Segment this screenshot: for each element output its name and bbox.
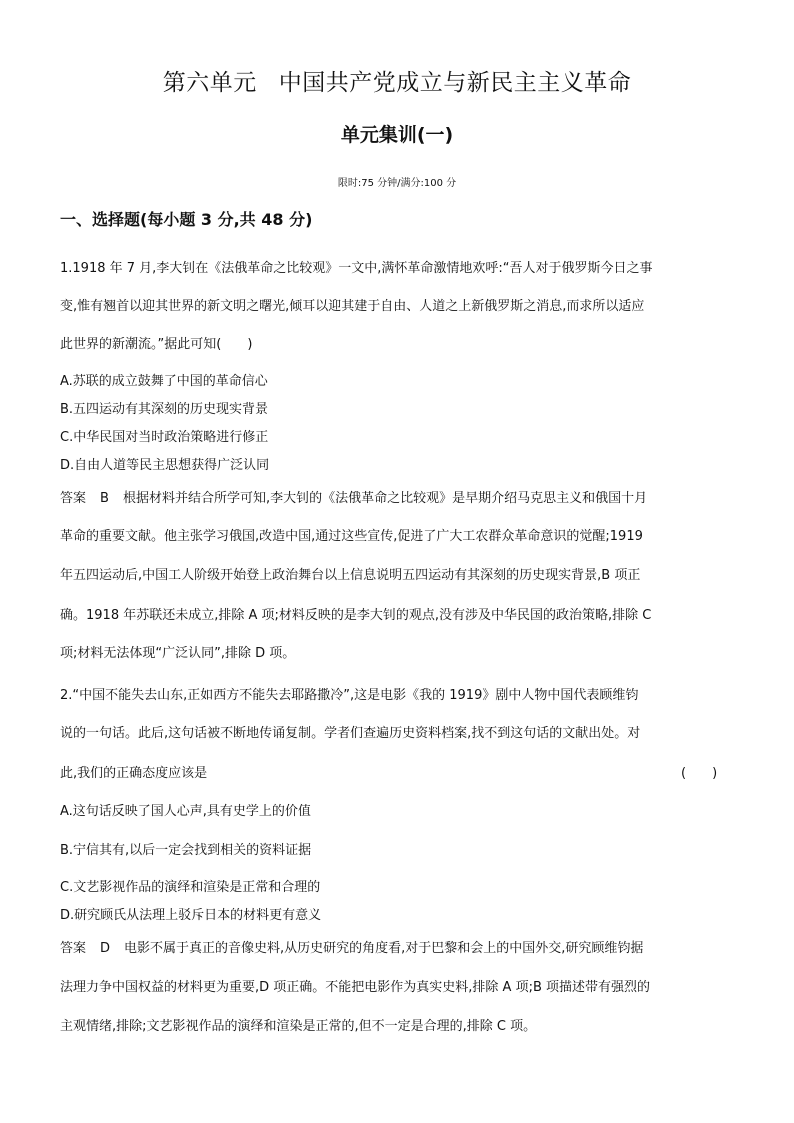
q1-option-c: C.中华民国对当时政治策略进行修正 [60,430,269,445]
unit-number: 第六单元 [162,70,257,96]
q2-explanation-line: 法理力争中国权益的材料更为重要,D 项正确。不能把电影作为真实史料,排除 A 项;B 项描述带有强烈的 [60,980,650,995]
page-subtitle: 单元集训(一) [340,124,454,146]
q1-answer-line [60,487,647,506]
q2-answer-line [60,937,643,956]
q2-option-c: C.文艺影视作品的演绎和渲染是正常和合理的 [60,880,321,895]
q2-option-b: B.宁信其有,以后一定会找到相关的资料证据 [60,843,312,858]
q2-option-a: A.这句话反映了国人心声,具有史学上的价值 [60,804,311,819]
time-score-limit: 限时:75 分钟/满分:100 分 [337,178,457,189]
q2-stem-line: 此,我们的正确态度应该是 [60,766,208,781]
q1-stem-line: 1.1918 年 7 月,李大钊在《法俄革命之比较观》一文中,满怀革命激情地欢呼:“吾人对于俄罗斯今日之事 [60,261,653,276]
q1-explanation-line: 确。1918 年苏联还未成立,排除 A 项;材料反映的是李大钊的观点,没有涉及中华民国的政治策略,排除 C [60,608,652,623]
q2-explanation-line: 主观情绪,排除;文艺影视作品的演绎和渲染是正常的,但不一定是合理的,排除 C 项。 [60,1019,537,1034]
q1-explanation-line: 革命的重要文献。他主张学习俄国,改造中国,通过这些宣传,促进了广大工农群众革命意识的觉醒;1919 [60,529,643,544]
q1-stem-line [60,333,252,352]
q2-answer-paren: ( ) [681,766,718,781]
q1-option-a: A.苏联的成立鼓舞了中国的革命信心 [60,374,268,389]
q2-stem-line: 2.“中国不能失去山东,正如西方不能失去耶路撒冷”,这是电影《我的 1919》剧中人物中国代表顾维钧 [60,688,639,703]
q1-stem-line: 变,惟有翘首以迎其世界的新文明之曙光,倾耳以迎其建于自由、人道之上新俄罗斯之消息,而求所以适应 [60,299,645,314]
q1-answer-paren: ( ) [216,337,253,352]
q1-option-b: B.五四运动有其深刻的历史现实背景 [60,402,269,417]
unit-title: 中国共产党成立与新民主主义革命 [278,70,632,96]
q2-option-d: D.研究顾氏从法理上驳斥日本的材料更有意义 [60,908,322,923]
q1-option-d: D.自由人道等民主思想获得广泛认同 [60,458,270,473]
q1-explanation-line: 年五四运动后,中国工人阶级开始登上政治舞台以上信息说明五四运动有其深刻的历史现实背景,B 项正 [60,568,641,583]
page-title [0,64,794,97]
q1-stem-text: 此世界的新潮流。”据此可知 [60,337,217,352]
q1-explanation-text: 根据材料并结合所学可知,李大钊的《法俄革命之比较观》是早期介绍马克思主义和俄国十月 [122,491,648,506]
q2-answer-letter: D [100,941,111,956]
q1-answer-label: 答案 [60,491,87,506]
q1-answer-letter: B [100,491,109,506]
q2-stem-line: 说的一句话。此后,这句话被不断地传诵复制。学者们查遍历史资料档案,找不到这句话的文献出处。对 [60,726,641,741]
q2-answer-label: 答案 [60,941,87,956]
q1-explanation-line: 项;材料无法体现“广泛认同”,排除 D 项。 [60,646,296,661]
section-heading: 一、选择题(每小题 3 分,共 48 分) [60,210,313,229]
q2-explanation-text: 电影不属于真正的音像史料,从历史研究的角度看,对于巴黎和会上的中国外交,研究顾维钧据 [124,941,644,956]
